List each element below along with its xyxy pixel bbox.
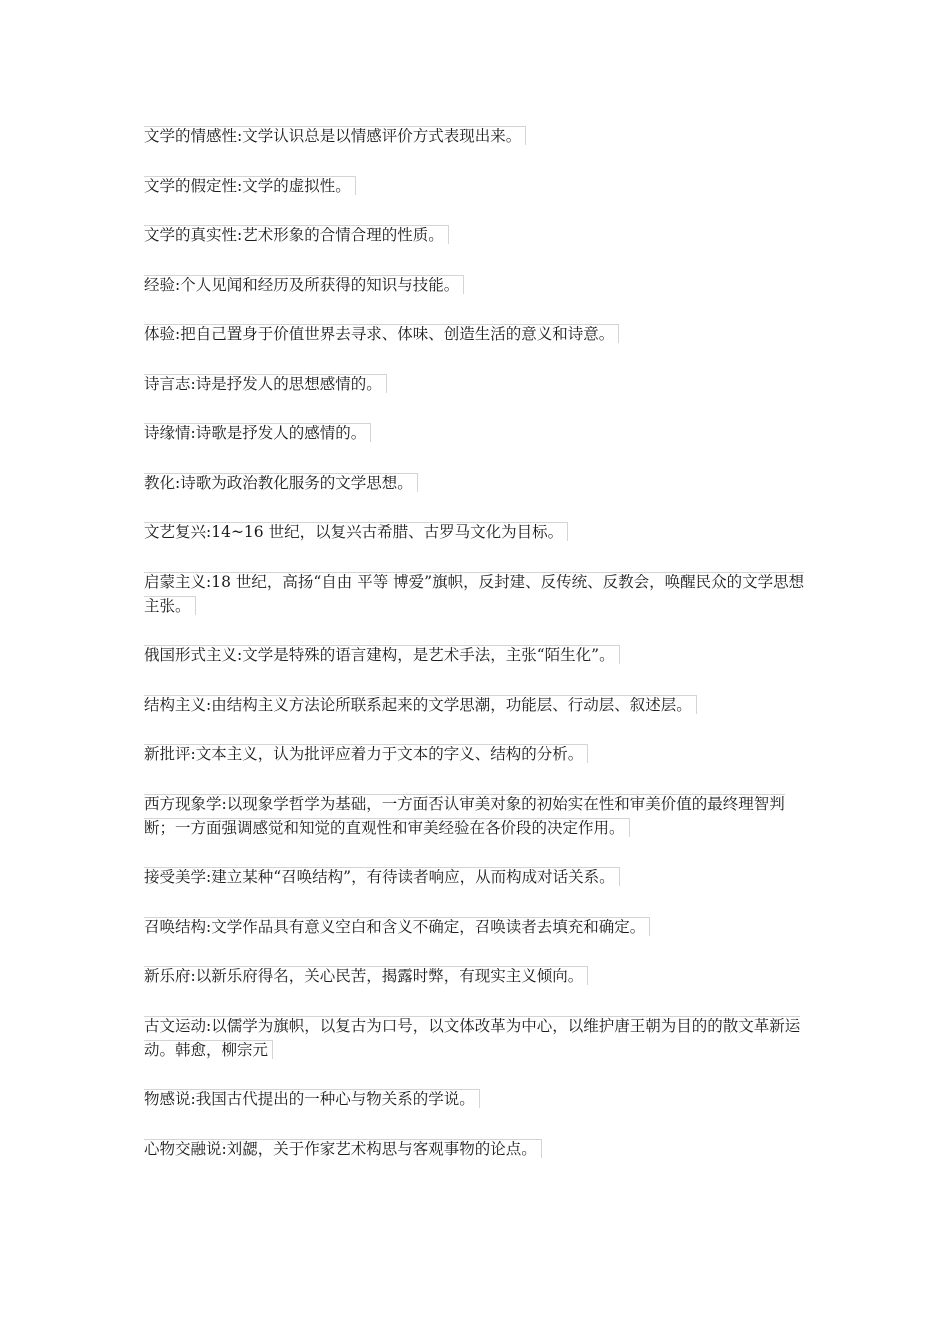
entry-text: 体验:把自己置身于价值世界去寻求、体味、创造生活的意义和诗意。	[144, 324, 619, 343]
entry-text: 诗缘情:诗歌是抒发人的感情的。	[144, 423, 371, 442]
entry-text: 召唤结构:文学作品具有意义空白和含义不确定，召唤读者去填充和确定。	[144, 917, 650, 936]
glossary-entry	[144, 273, 810, 297]
entry-text: 心物交融说:刘勰，关于作家艺术构思与客观事物的论点。	[144, 1139, 542, 1158]
glossary-entry	[144, 643, 810, 667]
glossary-entry	[144, 322, 810, 346]
entry-text: 俄国形式主义:文学是特殊的语言建构，是艺术手法，主张“陌生化”。	[144, 645, 620, 664]
entry-text: 新批评:文本主义，认为批评应着力于文本的字义、结构的分析。	[144, 744, 588, 763]
glossary-entry	[144, 372, 810, 396]
glossary-list	[144, 124, 810, 1186]
entry-text: 诗言志:诗是抒发人的思想感情的。	[144, 374, 387, 393]
entry-text: 文学的假定性:文学的虚拟性。	[144, 176, 356, 195]
glossary-entry	[144, 792, 810, 840]
glossary-entry	[144, 1087, 810, 1111]
glossary-entry	[144, 964, 810, 988]
glossary-entry	[144, 520, 810, 544]
glossary-entry	[144, 1014, 810, 1062]
glossary-entry	[144, 1137, 810, 1161]
glossary-entry	[144, 915, 810, 939]
entry-text: 启蒙主义:18 世纪，高扬“自由 平等 博爱”旗帜，反封建、反传统、反教会，唤醒民众的文学思想主张。	[144, 572, 805, 615]
entry-text: 新乐府:以新乐府得名，关心民苦，揭露时弊，有现实主义倾向。	[144, 966, 588, 985]
entry-text: 物感说:我国古代提出的一种心与物关系的学说。	[144, 1089, 480, 1108]
entry-text: 文学的情感性:文学认识总是以情感评价方式表现出来。	[144, 126, 526, 145]
entry-text: 结构主义:由结构主义方法论所联系起来的文学思潮，功能层、行动层、叙述层。	[144, 695, 697, 714]
glossary-entry	[144, 124, 810, 148]
entry-text: 接受美学:建立某种“召唤结构”，有待读者响应，从而构成对话关系。	[144, 867, 620, 886]
entry-text: 文学的真实性:艺术形象的合情合理的性质。	[144, 225, 449, 244]
entry-text: 教化:诗歌为政治教化服务的文学思想。	[144, 473, 418, 492]
glossary-entry	[144, 174, 810, 198]
glossary-entry	[144, 865, 810, 889]
entry-text: 古文运动:以儒学为旗帜，以复古为口号，以文体改革为中心，以维护唐王朝为目的的散文革新运动。韩愈，柳宗元	[144, 1016, 801, 1059]
entry-text: 文艺复兴:14~16 世纪，以复兴古希腊、古罗马文化为目标。	[144, 522, 568, 541]
glossary-entry	[144, 471, 810, 495]
glossary-entry	[144, 742, 810, 766]
glossary-entry	[144, 570, 810, 618]
glossary-entry	[144, 421, 810, 445]
glossary-entry	[144, 693, 810, 717]
entry-text: 经验:个人见闻和经历及所获得的知识与技能。	[144, 275, 464, 294]
entry-text: 西方现象学:以现象学哲学为基础，一方面否认审美对象的初始实在性和审美价值的最终理智判断；一方面强调感觉和知觉的直观性和审美经验在各价段的决定作用。	[144, 794, 785, 837]
glossary-entry	[144, 223, 810, 247]
